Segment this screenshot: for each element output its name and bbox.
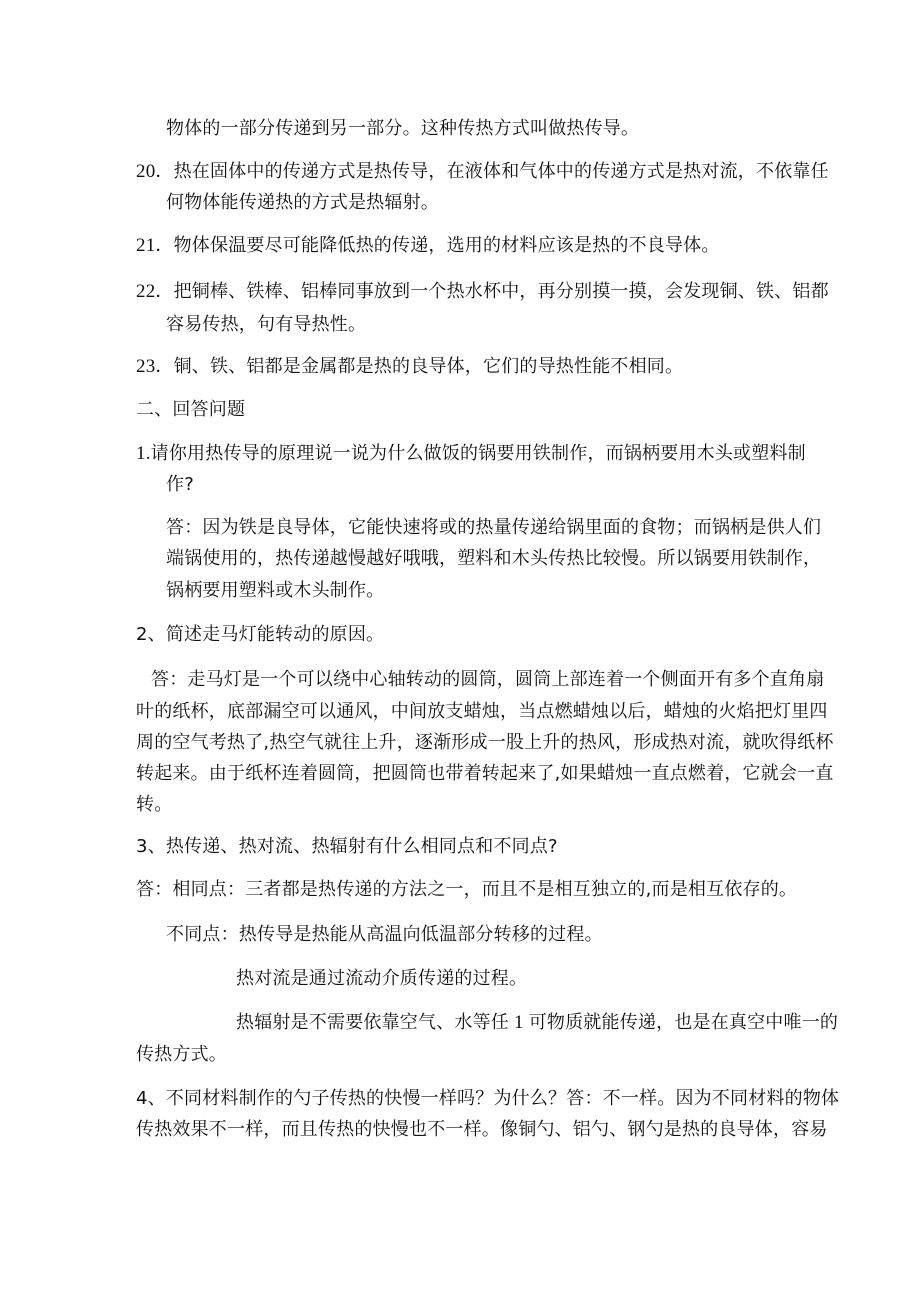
answer-1-line xyxy=(166,578,384,604)
line-text: 叶的纸杯，底部漏空可以通风，中间放支蜡烛，当点燃蜡烛以后，蜡烛的火焰把灯里四 xyxy=(136,701,828,722)
section-heading xyxy=(136,397,245,423)
answer-3-line xyxy=(136,877,797,903)
line-text: 答：相同点：三者都是热传递的方法之一，而且不是相互独立的,而是相互依存的。 xyxy=(136,879,798,900)
answer-1-line xyxy=(166,546,821,572)
text-line xyxy=(166,190,439,216)
line-text: 端锅使用的，热传递越慢越好哦哦，塑料和木头传热比较慢。所以锅要用铁制作， xyxy=(166,548,822,569)
item-number: 20 xyxy=(136,161,156,182)
item-number: 21 xyxy=(136,235,156,256)
answer-1-line xyxy=(166,515,821,541)
text-line xyxy=(166,472,194,498)
item-number: 23 xyxy=(136,356,156,377)
answer-2-line xyxy=(136,699,828,725)
item-number: 1. xyxy=(136,443,151,464)
line-text: 热辐射是不需要依靠空气、水等任 xyxy=(236,1012,509,1033)
heading-text: 二、回答问题 xyxy=(136,399,246,420)
line-text: 锅柄要用塑料或木头制作。 xyxy=(166,580,385,601)
answer-3-line xyxy=(136,1042,227,1068)
inline-number: 1 xyxy=(514,1012,524,1033)
line-text: 答：走马灯是一个可以绕中心轴转动的圆筒，圆筒上部连着一个侧面开有多个直角扇 xyxy=(151,669,825,690)
line-text: 转。 xyxy=(136,794,173,815)
answer-2-line xyxy=(136,761,834,787)
line-text: 容易传热，句有导热性。 xyxy=(166,314,367,335)
list-item-22 xyxy=(136,279,829,305)
list-item-23 xyxy=(136,354,683,380)
text-line xyxy=(166,312,366,338)
line-text: 3、热传递、热对流、热辐射有什么相同点和不同点? xyxy=(136,836,558,857)
answer-2-line xyxy=(151,667,824,693)
line-text: 物体的一部分传递到另一部分。这种传热方式叫做热传导。 xyxy=(166,118,640,139)
line-text: 答：因为铁是良导体，它能快速将或的热量传递给锅里面的食物；而锅柄是供人们 xyxy=(166,517,822,538)
list-item-21 xyxy=(136,233,720,259)
line-text: 传热效果不一样，而且传热的快慢也不一样。像铜勺、铝勺、钢勺是热的良导体，容易 xyxy=(136,1119,828,1140)
line-text: ．热在固体中的传递方式是热传导，在液体和气体中的传递方式是热对流，不依靠任 xyxy=(155,161,829,182)
line-text: 热对流是通过流动介质传递的过程。 xyxy=(236,968,528,989)
answer-3-line xyxy=(236,1010,838,1036)
text-line xyxy=(166,116,639,142)
line-text: ．把铜棒、铁棒、铝棒同事放到一个热水杯中，再分别摸一摸，会发现铜、铁、铝都 xyxy=(155,281,829,302)
line-text: ．物体保温要尽可能降低热的传递，选用的材料应该是热的不良导体。 xyxy=(155,235,720,256)
line-text: 传热方式。 xyxy=(136,1044,227,1065)
answer-2-line xyxy=(136,792,172,818)
line-text: 请你用热传导的原理说一说为什么做饭的锅要用铁制作，而锅柄要用木头或塑料制 xyxy=(150,443,806,464)
answer-3-line xyxy=(166,922,603,948)
item-number: 22 xyxy=(136,281,156,302)
list-item-20 xyxy=(136,159,829,185)
question-4 xyxy=(136,1086,839,1112)
line-text: 转起来。由于纸杯连着圆筒，把圆筒也带着转起来了,如果蜡烛一直点燃着，它就会一直 xyxy=(136,763,834,784)
line-text: 2、简述走马灯能转动的原因。 xyxy=(136,624,385,645)
question-3 xyxy=(136,834,558,860)
line-text: ．铜、铁、铝都是金属都是热的良导体，它们的导热性能不相同。 xyxy=(155,356,684,377)
line-text: 何物体能传递热的方式是热辐射。 xyxy=(166,192,439,213)
line-text: 作? xyxy=(166,474,194,495)
line-text: 不同点：热传导是热能从高温向低温部分转移的过程。 xyxy=(166,924,603,945)
answer-3-line xyxy=(236,966,527,992)
line-text: 周的空气考热了,热空气就往上升，逐渐形成一股上升的热风，形成热对流，就吹得纸杯 xyxy=(136,732,834,753)
question-1 xyxy=(136,441,806,467)
answer-4-line xyxy=(136,1117,828,1143)
question-2 xyxy=(136,622,384,648)
line-text: 4、不同材料制作的勺子传热的快慢一样吗？为什么？答：不一样。因为不同材料的物体 xyxy=(136,1088,840,1109)
line-text: 可物质就能传递，也是在真空中唯一的 xyxy=(528,1012,839,1033)
answer-2-line xyxy=(136,730,834,756)
